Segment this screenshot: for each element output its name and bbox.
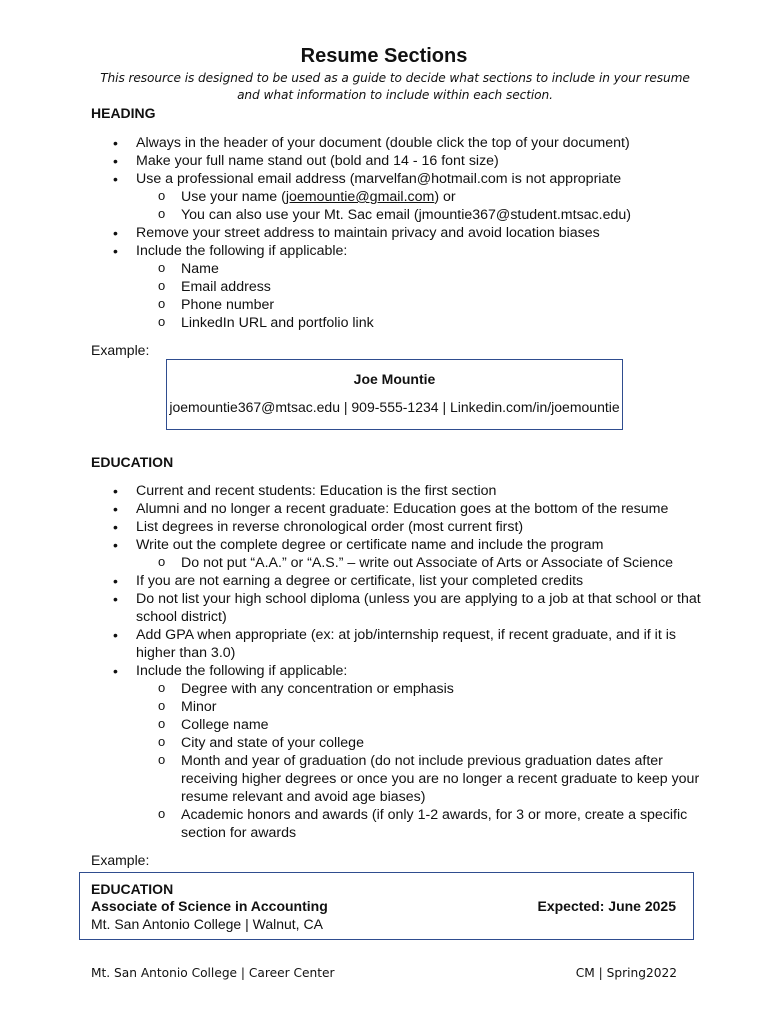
heading-bullet-list [91,134,701,332]
example-college: Mt. San Antonio College | Walnut, CA [91,916,323,932]
page-title: Resume Sections [300,45,468,67]
sub-list-item: o Degree with any concentration or emphasis [136,680,701,698]
sub-list-item: o Phone number [136,296,701,314]
education-example-box [79,872,694,940]
sub-list-item: o Email address [136,278,701,296]
sub-list [136,188,701,224]
heading-section-title: HEADING [91,105,156,121]
list-item: • Use a professional email address (marvelfan@hotmail.com is not appropriate o Use your name (joemountie@gmail.com) or o You can also use your Mt. Sac email (jmountie367@student.mtsac.edu) [91,170,701,224]
list-item: • If you are not earning a degree or certificate, list your completed credits [91,572,701,590]
education-bullet-list [91,482,701,842]
education-section-title: EDUCATION [91,454,174,470]
sub-list-item: o Academic honors and awards (if only 1-2 awards, for 3 or more, create a specific section for awards [136,806,701,842]
list-item: • Make your full name stand out (bold and 14 - 16 font size) [91,152,701,170]
email-link[interactable]: joemountie@gmail.com [285,189,435,205]
sub-list-item: o City and state of your college [136,734,701,752]
list-item: • Include the following if applicable: o Degree with any concentration or emphasis o Minor o College name o City and state of your college o Month and year of graduation (do not include previous graduation dates after receiving higher degrees or once you are no longer a recent graduate to keep your resume relevant and avoid age biases) o Academic honors and awards (if only 1-2 awards, for 3 or more, create a specific section for awards [91,662,701,842]
sub-list-item: o Do not put “A.A.” or “A.S.” – write out Associate of Arts or Associate of Science [136,554,701,572]
list-item: • List degrees in reverse chronological order (most current first) [91,518,701,536]
list-item: • Add GPA when appropriate (ex: at job/internship request, if recent graduate, and if it is higher than 3.0) [91,626,701,662]
education-example-label: Example: [91,852,150,868]
page-subtitle: This resource is designed to be used as a guide to decide what sections to include in your resume and what information to include within each section. [100,71,690,102]
sub-list-item: o Use your name (joemountie@gmail.com) or [136,188,701,206]
sub-list-item: o College name [136,716,701,734]
heading-example-label: Example: [91,342,150,358]
list-item: • Alumni and no longer a recent graduate: Education goes at the bottom of the resume [91,500,701,518]
example-name: Joe Mountie [353,371,436,387]
sub-list-item: o LinkedIn URL and portfolio link [136,314,701,332]
example-education-header: EDUCATION [91,881,174,897]
list-item: • Current and recent students: Education is the first section [91,482,701,500]
list-item: • Remove your street address to maintain privacy and avoid location biases [91,224,701,242]
list-item: • Include the following if applicable: o Name o Email address o Phone number o LinkedIn URL and portfolio link [91,242,701,332]
list-item: • Write out the complete degree or certificate name and include the program o Do not put “A.A.” or “A.S.” – write out Associate of Arts or Associate of Science [91,536,701,572]
sub-list-item: o Month and year of graduation (do not include previous graduation dates after receiving higher degrees or once you are no longer a recent graduate to keep your resume relevant and avoid age biases) [136,752,701,806]
example-contact-line: joemountie367@mtsac.edu | 909-555-1234 | Linkedin.com/in/joemountie [169,399,620,415]
heading-example-box [166,359,623,430]
footer-right: CM | Spring2022 [575,966,677,980]
sub-list-item: o Minor [136,698,701,716]
example-degree: Associate of Science in Accounting [91,898,328,914]
list-item: • Do not list your high school diploma (unless you are applying to a job at that school or that school district) [91,590,701,626]
sub-list [136,680,701,842]
example-expected-date: Expected: June 2025 [537,898,676,914]
list-item: • Always in the header of your document (double click the top of your document) [91,134,701,152]
sub-list [136,554,701,572]
sub-list [136,260,701,332]
sub-list-item: o Name [136,260,701,278]
sub-list-item: o You can also use your Mt. Sac email (jmountie367@student.mtsac.edu) [136,206,701,224]
footer-left: Mt. San Antonio College | Career Center [91,966,335,980]
